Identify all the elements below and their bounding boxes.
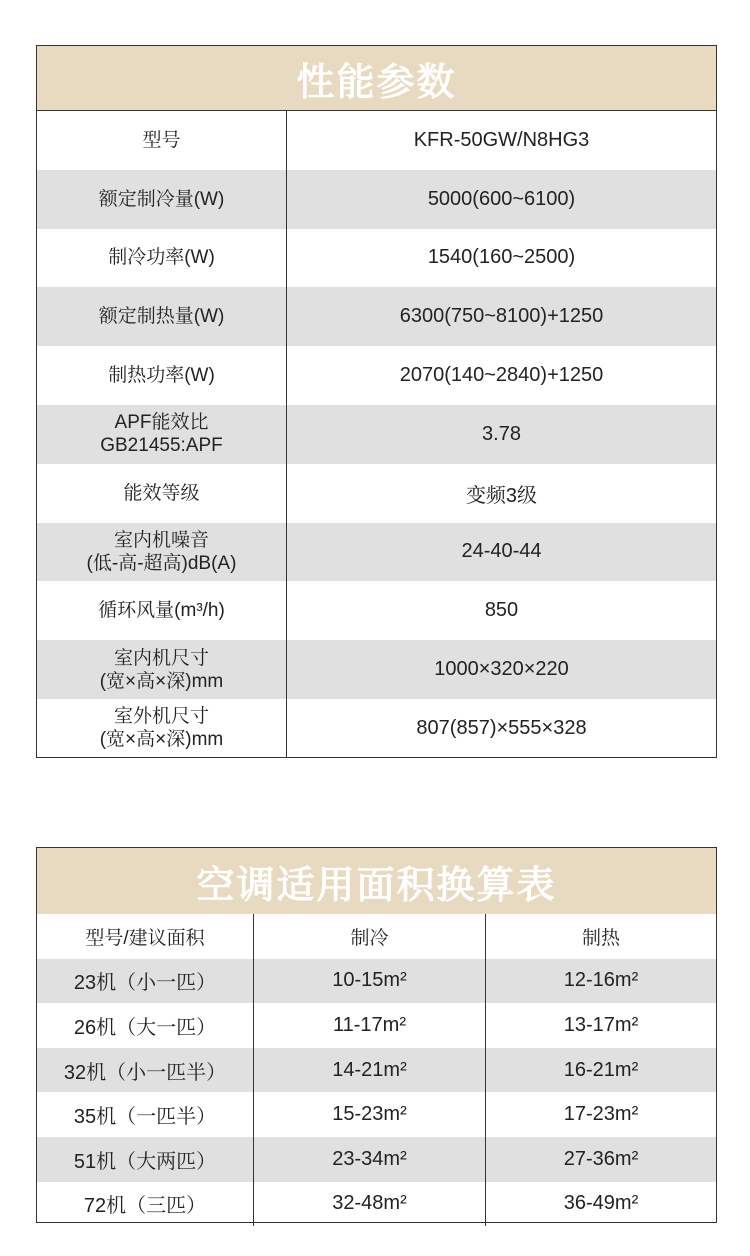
spec-label: 制冷功率(W): [37, 229, 287, 288]
spec-value: 3.78: [482, 422, 521, 445]
spec-label: 额定制热量(W): [37, 287, 287, 346]
model-cell: 32机（小一匹半）: [37, 1048, 254, 1093]
spec-row: [37, 523, 716, 582]
spec-row: [37, 464, 716, 523]
cooling-cell: 10-15m²: [254, 959, 486, 1004]
spec-row: [37, 170, 716, 229]
cooling-cell: 14-21m²: [254, 1048, 486, 1093]
cooling-cell: 11-17m²: [254, 1003, 486, 1048]
heating-cell: 17-23m²: [563, 1103, 639, 1126]
spec-row: [37, 640, 716, 699]
spec-value: 24-40-44: [461, 540, 542, 563]
model-cell: 26机（大一匹）: [37, 1003, 254, 1048]
heating-cell: 13-17m²: [563, 1013, 639, 1036]
heating-cell: 12-16m²: [563, 969, 639, 992]
table-row: [37, 1137, 716, 1182]
model-cell: 51机（大两匹）: [37, 1137, 254, 1182]
spec-table-header: [37, 46, 716, 111]
table-row: [37, 1182, 716, 1227]
column-header-heating: 制热: [581, 927, 620, 949]
spec-row: [37, 581, 716, 640]
spec-value: 1000×320×220: [434, 658, 569, 681]
spec-label: APF能效比 GB21455:APF: [37, 405, 287, 464]
area-table-title: 空调适用面积换算表: [196, 864, 557, 907]
area-table-header: [37, 848, 716, 914]
table-row: [37, 1048, 716, 1093]
spec-row: [37, 287, 716, 346]
spec-value: KFR-50GW/N8HG3: [413, 128, 590, 151]
spec-row: [37, 699, 716, 758]
model-cell: 35机（一匹半）: [37, 1092, 254, 1137]
spec-label: 循环风量(m³/h): [37, 581, 287, 640]
cooling-cell: 32-48m²: [254, 1182, 486, 1227]
column-header-cooling: 制冷: [254, 914, 486, 959]
spec-row: [37, 111, 716, 170]
heating-cell: 27-36m²: [563, 1147, 639, 1170]
table-row: [37, 1003, 716, 1048]
spec-row: [37, 405, 716, 464]
spec-value: 5000(600~6100): [427, 187, 576, 210]
spec-value: 6300(750~8100)+1250: [399, 305, 604, 328]
spec-row: [37, 229, 716, 288]
heating-cell: 16-21m²: [563, 1058, 639, 1081]
spec-row: [37, 346, 716, 405]
model-cell: 72机（三匹）: [37, 1182, 254, 1227]
spec-value: 2070(140~2840)+1250: [399, 364, 604, 387]
column-header-model: 型号/建议面积: [37, 914, 254, 959]
spec-value: 807(857)×555×328: [416, 716, 587, 739]
table-row: [37, 1092, 716, 1137]
spec-table-title: 性能参数: [296, 61, 457, 104]
cooling-cell: 15-23m²: [254, 1092, 486, 1137]
spec-table: [36, 45, 717, 758]
spec-label: 制热功率(W): [37, 346, 287, 405]
area-table-column-headers: [37, 914, 716, 959]
spec-value: 850: [484, 599, 519, 622]
area-table: [36, 847, 717, 1223]
spec-label: 室内机噪音 (低-高-超高)dB(A): [37, 523, 287, 582]
heating-cell: 36-49m²: [563, 1192, 639, 1215]
spec-label: 室外机尺寸 (宽×高×深)mm: [37, 699, 287, 758]
spec-label: 能效等级: [37, 464, 287, 523]
spec-label: 型号: [37, 111, 287, 170]
spec-label: 额定制冷量(W): [37, 170, 287, 229]
table-row: [37, 959, 716, 1004]
model-cell: 23机（小一匹）: [37, 959, 254, 1004]
spec-value: 变频3级: [465, 484, 538, 507]
cooling-cell: 23-34m²: [254, 1137, 486, 1182]
spec-label: 室内机尺寸 (宽×高×深)mm: [37, 640, 287, 699]
spec-value: 1540(160~2500): [427, 246, 576, 269]
